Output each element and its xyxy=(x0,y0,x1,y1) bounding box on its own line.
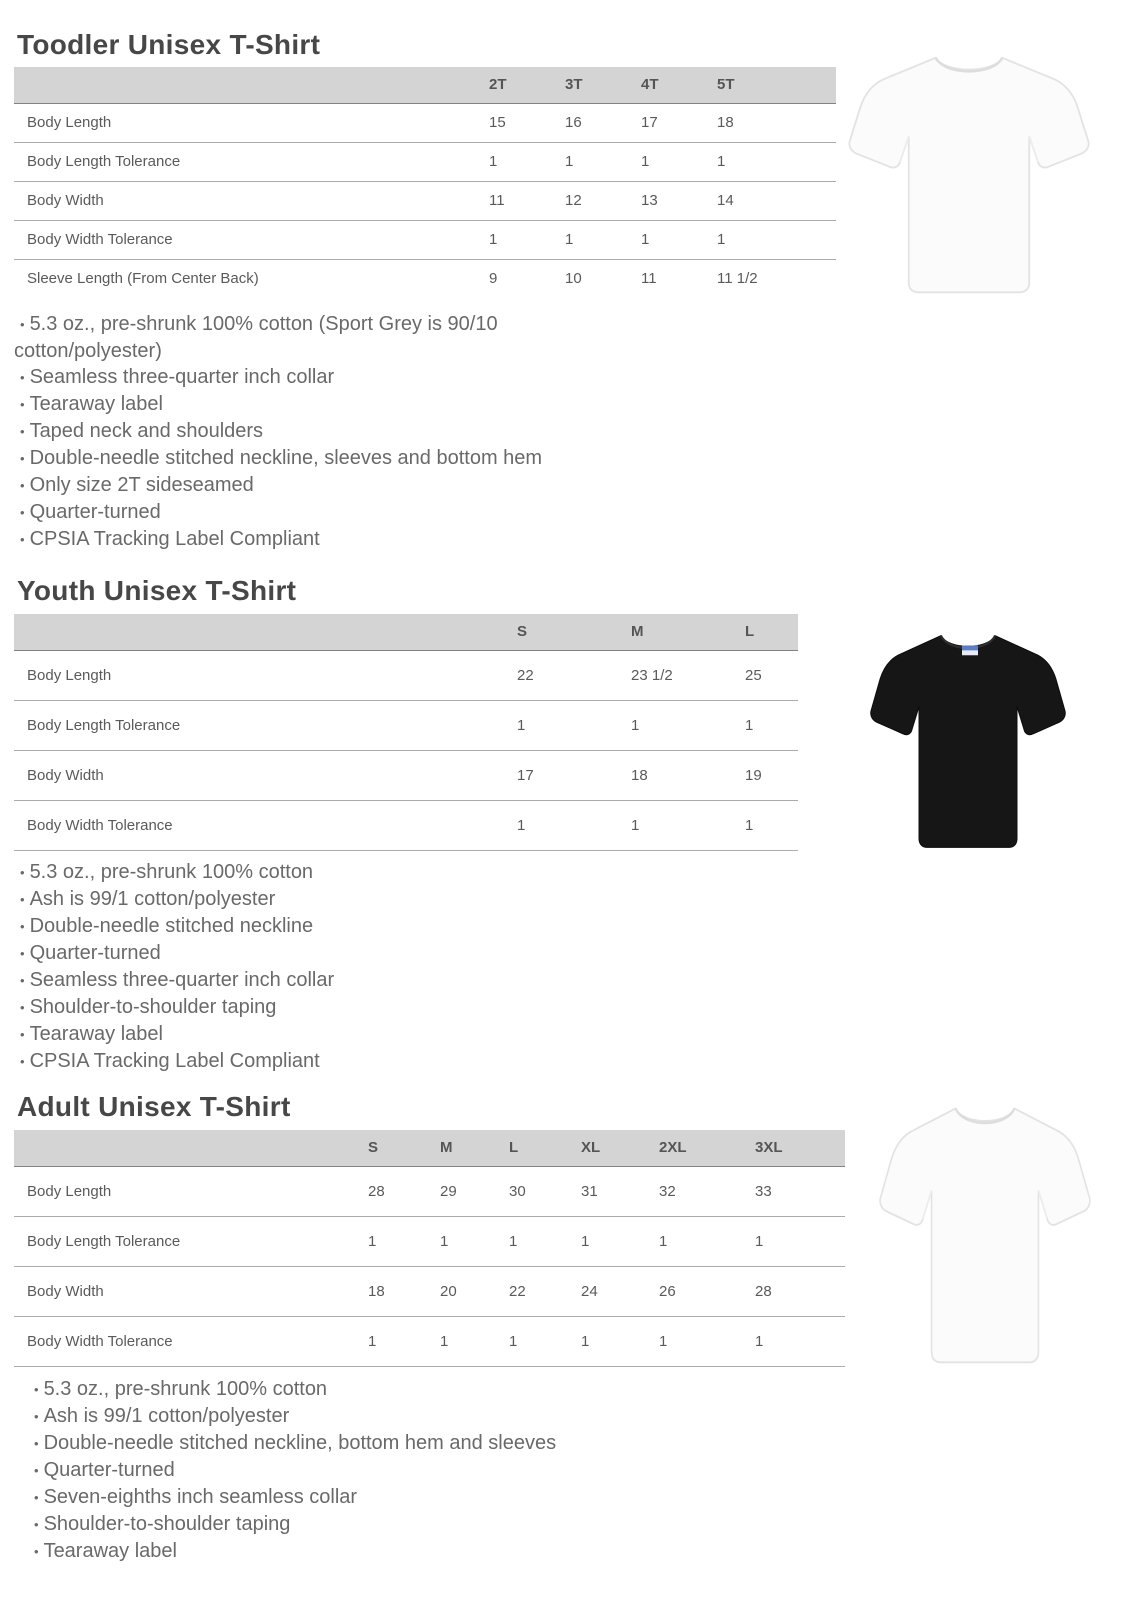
feature-text: 5.3 oz., pre-shrunk 100% cotton xyxy=(43,1378,328,1400)
bullet-icon: • xyxy=(20,397,25,412)
size-value: 22 xyxy=(509,1266,581,1316)
size-value: 1 xyxy=(489,142,565,181)
bullet-icon: • xyxy=(20,451,25,466)
table-header-row xyxy=(14,1130,845,1166)
feature-text: Ash is 99/1 cotton/polyester xyxy=(29,888,276,910)
size-value: 18 xyxy=(368,1266,440,1316)
feature-item xyxy=(14,886,714,913)
size-value: 11 xyxy=(489,181,565,220)
size-value: 1 xyxy=(641,220,717,259)
row-label: Body Width xyxy=(14,1266,368,1316)
bullet-icon: • xyxy=(20,1000,25,1015)
feature-item xyxy=(14,967,714,994)
filler-cell xyxy=(793,220,836,259)
filler-cell xyxy=(14,614,517,650)
size-value: 17 xyxy=(641,103,717,142)
size-value: 1 xyxy=(717,220,793,259)
youth-section-title: Youth Unisex T-Shirt xyxy=(17,575,297,606)
size-value: 15 xyxy=(489,103,565,142)
table-row xyxy=(14,1166,845,1216)
row-label: Body Width xyxy=(14,750,517,800)
feature-item xyxy=(28,1457,728,1484)
size-value: 1 xyxy=(659,1216,755,1266)
table-row xyxy=(14,259,836,298)
size-value: 28 xyxy=(755,1266,845,1316)
size-value: 29 xyxy=(440,1166,509,1216)
feature-item xyxy=(14,913,714,940)
size-value: 12 xyxy=(565,181,641,220)
row-label: Body Length Tolerance xyxy=(14,142,489,181)
column-header: XL xyxy=(581,1130,659,1166)
size-value: 1 xyxy=(755,1216,845,1266)
table-row xyxy=(14,1216,845,1266)
adult-section-title: Adult Unisex T-Shirt xyxy=(17,1091,291,1122)
size-value: 1 xyxy=(717,142,793,181)
size-value: 1 xyxy=(745,800,798,850)
filler-cell xyxy=(793,142,836,181)
bullet-icon: • xyxy=(20,478,25,493)
table-row xyxy=(14,103,836,142)
bullet-icon: • xyxy=(20,1027,25,1042)
feature-text: Tearaway label xyxy=(29,393,163,415)
table-row xyxy=(14,750,798,800)
neck-label xyxy=(962,645,978,655)
bullet-icon: • xyxy=(34,1490,39,1505)
row-label: Sleeve Length (From Center Back) xyxy=(27,270,259,288)
bullet-icon: • xyxy=(20,505,25,520)
feature-text: Tearaway label xyxy=(29,1023,163,1045)
table-row xyxy=(14,1266,845,1316)
size-value: 25 xyxy=(745,650,798,700)
bullet-icon: • xyxy=(34,1517,39,1532)
table-row xyxy=(14,220,836,259)
size-value: 33 xyxy=(755,1166,845,1216)
row-label: Body Length xyxy=(14,650,517,700)
table-row xyxy=(14,800,798,850)
bullet-icon: • xyxy=(20,919,25,934)
feature-text: Quarter-turned xyxy=(29,501,161,523)
column-header: 3XL xyxy=(755,1130,845,1166)
row-label: Body Length Tolerance xyxy=(14,1216,368,1266)
feature-item xyxy=(14,859,714,886)
column-header: L xyxy=(509,1130,581,1166)
size-value: 1 xyxy=(565,142,641,181)
size-value: 1 xyxy=(489,220,565,259)
table-row xyxy=(14,1316,845,1366)
feature-item xyxy=(14,940,714,967)
feature-text: 5.3 oz., pre-shrunk 100% cotton (Sport Grey is 90/10 cotton/polyester) xyxy=(14,313,498,362)
size-value: 1 xyxy=(581,1316,659,1366)
table-row xyxy=(14,142,836,181)
column-header: S xyxy=(517,614,631,650)
adult-shirt-image xyxy=(876,1088,1094,1370)
filler-cell xyxy=(793,181,836,220)
toddler-section-title: Toodler Unisex T-Shirt xyxy=(17,29,321,60)
black-tshirt-graphic xyxy=(868,616,1068,856)
filler-cell xyxy=(793,103,836,142)
feature-text: Seamless three-quarter inch collar xyxy=(29,969,335,991)
feature-text: Shoulder-to-shoulder taping xyxy=(43,1513,291,1535)
bullet-icon: • xyxy=(20,424,25,439)
feature-item xyxy=(14,311,632,364)
size-value: 1 xyxy=(631,800,745,850)
size-value: 1 xyxy=(581,1216,659,1266)
feature-item xyxy=(14,1021,714,1048)
size-value: 13 xyxy=(641,181,717,220)
size-value: 1 xyxy=(745,700,798,750)
toddler-size-table xyxy=(14,67,836,298)
feature-text: Seamless three-quarter inch collar xyxy=(29,366,335,388)
feature-text: Quarter-turned xyxy=(29,942,161,964)
feature-text: Ash is 99/1 cotton/polyester xyxy=(43,1405,290,1427)
filler-cell xyxy=(793,259,836,298)
bullet-icon: • xyxy=(20,946,25,961)
bullet-icon: • xyxy=(34,1382,39,1397)
feature-text: Double-needle stitched neckline, sleeves and bottom hem xyxy=(29,447,543,469)
feature-text: Shoulder-to-shoulder taping xyxy=(29,996,277,1018)
feature-text: 5.3 oz., pre-shrunk 100% cotton xyxy=(29,861,314,883)
table-header-row xyxy=(14,614,798,650)
column-header: 5T xyxy=(717,67,793,103)
feature-item xyxy=(14,418,632,445)
white-tshirt-graphic xyxy=(846,36,1092,302)
column-header: 4T xyxy=(641,67,717,103)
feature-item xyxy=(28,1484,728,1511)
column-header: M xyxy=(440,1130,509,1166)
feature-item xyxy=(14,364,632,391)
bullet-icon: • xyxy=(20,865,25,880)
feature-item xyxy=(14,499,632,526)
size-value: 11 xyxy=(641,270,657,288)
feature-item xyxy=(14,391,632,418)
row-label: Body Width Tolerance xyxy=(14,800,517,850)
size-value: 18 xyxy=(631,750,745,800)
size-value: 11 1/2 xyxy=(717,270,758,288)
feature-item xyxy=(28,1430,728,1457)
bullet-icon: • xyxy=(20,1054,25,1069)
feature-item xyxy=(14,472,632,499)
size-value: 24 xyxy=(581,1266,659,1316)
size-value: 1 xyxy=(565,220,641,259)
feature-item xyxy=(14,1048,714,1075)
feature-item xyxy=(28,1511,728,1538)
table-row xyxy=(14,700,798,750)
feature-text: Only size 2T sideseamed xyxy=(29,474,254,496)
column-header: M xyxy=(631,614,745,650)
size-value: 1 xyxy=(440,1216,509,1266)
size-value: 1 xyxy=(368,1316,440,1366)
adult-feature-list xyxy=(28,1376,728,1565)
youth-size-table xyxy=(14,614,798,851)
size-value: 1 xyxy=(440,1316,509,1366)
size-value: 1 xyxy=(368,1216,440,1266)
feature-text: Double-needle stitched neckline, bottom hem and sleeves xyxy=(43,1432,557,1454)
size-value: 19 xyxy=(745,750,798,800)
feature-item xyxy=(28,1538,728,1565)
column-header: S xyxy=(368,1130,440,1166)
size-value: 23 1/2 xyxy=(631,650,745,700)
size-value: 1 xyxy=(641,142,717,181)
size-value: 9 xyxy=(489,270,498,288)
feature-item xyxy=(14,445,632,472)
size-value: 32 xyxy=(659,1166,755,1216)
bullet-icon: • xyxy=(34,1544,39,1559)
size-value: 10 xyxy=(565,270,582,288)
row-label: Body Length xyxy=(14,103,489,142)
size-value: 16 xyxy=(565,103,641,142)
size-value: 1 xyxy=(517,700,631,750)
bullet-icon: • xyxy=(20,370,25,385)
youth-shirt-image xyxy=(868,616,1068,856)
size-value: 1 xyxy=(631,700,745,750)
bullet-icon: • xyxy=(20,532,25,547)
feature-text: CPSIA Tracking Label Compliant xyxy=(29,1050,320,1072)
bullet-icon: • xyxy=(34,1409,39,1424)
size-value: 14 xyxy=(717,181,793,220)
feature-item xyxy=(28,1403,728,1430)
bullet-icon: • xyxy=(20,973,25,988)
filler-cell xyxy=(14,67,489,103)
size-value: 1 xyxy=(509,1316,581,1366)
size-value: 28 xyxy=(368,1166,440,1216)
feature-text: Seven-eighths inch seamless collar xyxy=(43,1486,358,1508)
adult-size-table xyxy=(14,1130,845,1367)
toddler-feature-list xyxy=(14,311,632,553)
white-tshirt-graphic xyxy=(876,1088,1094,1370)
row-label: Body Length xyxy=(14,1166,368,1216)
bullet-icon: • xyxy=(20,892,25,907)
size-value: 26 xyxy=(659,1266,755,1316)
filler-cell xyxy=(793,67,836,103)
feature-text: Tearaway label xyxy=(43,1540,177,1562)
feature-text: Quarter-turned xyxy=(43,1459,175,1481)
size-value: 31 xyxy=(581,1166,659,1216)
size-value: 30 xyxy=(509,1166,581,1216)
feature-item xyxy=(14,526,632,553)
feature-text: Taped neck and shoulders xyxy=(29,420,264,442)
size-value: 1 xyxy=(755,1316,845,1366)
bullet-icon: • xyxy=(34,1436,39,1451)
row-label: Body Width Tolerance xyxy=(14,220,489,259)
size-value: 17 xyxy=(517,750,631,800)
size-value: 1 xyxy=(517,800,631,850)
size-value: 1 xyxy=(509,1216,581,1266)
row-label: Body Width xyxy=(14,181,489,220)
size-value: 18 xyxy=(717,103,793,142)
column-header: 3T xyxy=(565,67,641,103)
size-value: 22 xyxy=(517,650,631,700)
table-row xyxy=(14,650,798,700)
size-value: 1 xyxy=(659,1316,755,1366)
filler-cell xyxy=(14,1130,368,1166)
column-header: 2T xyxy=(489,67,565,103)
feature-item xyxy=(14,994,714,1021)
feature-text: CPSIA Tracking Label Compliant xyxy=(29,528,320,550)
bullet-icon: • xyxy=(34,1463,39,1478)
table-header-row xyxy=(14,67,836,103)
column-header: L xyxy=(745,614,798,650)
bullet-icon: • xyxy=(20,317,25,332)
table-row xyxy=(14,181,836,220)
size-value: 20 xyxy=(440,1266,509,1316)
column-header: 2XL xyxy=(659,1130,755,1166)
row-label: Body Width Tolerance xyxy=(14,1316,368,1366)
feature-item xyxy=(28,1376,728,1403)
row-label: Body Length Tolerance xyxy=(14,700,517,750)
feature-text: Double-needle stitched neckline xyxy=(29,915,314,937)
toddler-shirt-image xyxy=(846,36,1092,302)
youth-feature-list xyxy=(14,859,714,1075)
